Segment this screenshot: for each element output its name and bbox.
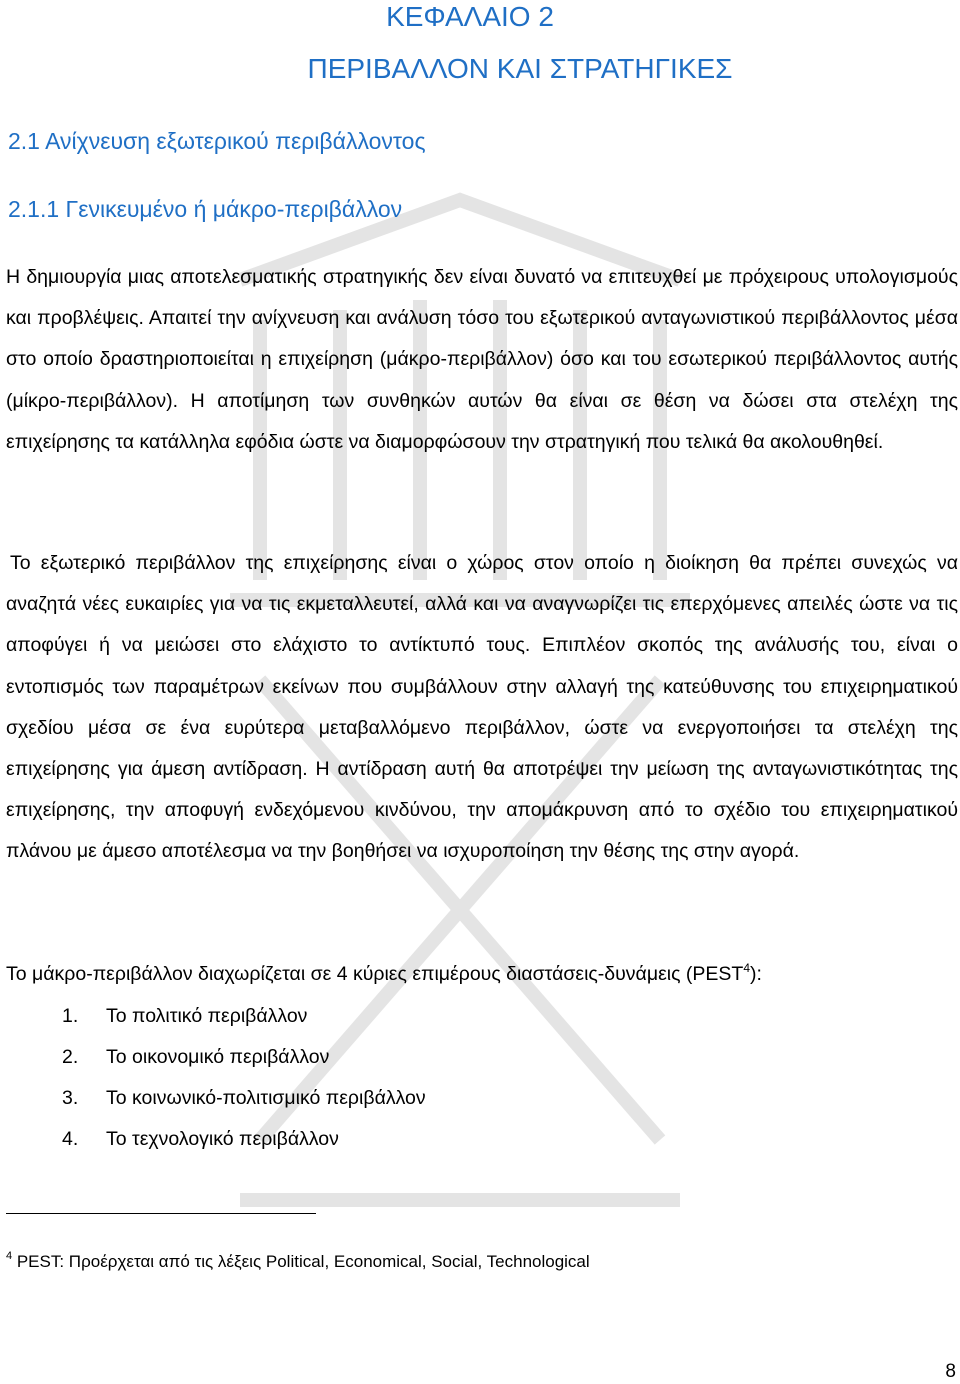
- list-item: [62, 996, 426, 1037]
- list-item-number: 3.: [62, 1087, 79, 1109]
- footnote-marker: 4: [6, 1250, 13, 1262]
- footnote-reference[interactable]: 4: [743, 961, 751, 975]
- list-item-number: 1.: [62, 1005, 79, 1027]
- chapter-label: ΚΕΦΑΛΑΙΟ 2: [386, 1, 554, 32]
- list-item-number: 2.: [62, 1046, 79, 1068]
- footnote-text: PEST: Προέρχεται από τις λέξεις Political, Economical, Social, Technological: [12, 1252, 590, 1271]
- list-item-text: Το οικονομικό περιβάλλον: [106, 1046, 330, 1068]
- footnote-divider: [6, 1213, 316, 1214]
- list-item-text: Το πολιτικό περιβάλλον: [106, 1005, 308, 1027]
- footnote: [6, 1250, 590, 1274]
- paragraph-pest: [6, 954, 958, 995]
- list-item: [62, 1078, 426, 1119]
- subsection-heading: 2.1.1 Γενικευμένο ή μάκρο-περιβάλλον: [8, 196, 403, 222]
- list-item: [62, 1119, 426, 1160]
- section-heading: 2.1 Ανίχνευση εξωτερικού περιβάλλοντος: [8, 128, 426, 154]
- paragraph-intro: Η δημιουργία μιας αποτελεσματικής στρατηγικής δεν είναι δυνατό να επιτευχθεί με πρόχειρους υπολογισμούς και προβλέψεις. Απαιτεί την ανίχνευση και ανάλυση τόσο του εξωτερικού ανταγωνιστικού περιβάλλοντος μέσα στο οποίο δραστηριοποιείται η επιχείρηση (μάκρο-περιβάλλον) όσο και του εσωτερικού περιβάλλοντος αυτής (μίκρο-περιβάλλον). Η αποτίμηση των συνθηκών αυτών θα είναι σε θέση να δώσει στα στελέχη της επιχείρησης τα κατάλληλα εφόδια ώστε να διαμορφώσουν την στρατηγική που τελικά θα ακολουθηθεί.: [6, 266, 958, 453]
- paragraph-pest-end: ):: [750, 963, 762, 985]
- list-item: [62, 1037, 426, 1078]
- paragraph-external-environment: Το εξωτερικό περιβάλλον της επιχείρησης είναι ο χώρος στον οποίο η διοίκηση θα πρέπει συνεχώς να αναζητά νέες ευκαιρίες για να τις εκμεταλλευτεί, αλλά και να αναγνωρίζει τις επερχόμενες απειλές ώστε να τις αποφύγει ή να μειώσει στο ελάχιστο το αντίκτυπό τους. Επιπλέον σκοπός της ανάλυσής του, είναι ο εντοπισμός των παραμέτρων εκείνων που συμβάλλουν στην αλλαγή της κατεύθυνσης του επιχειρηματικού σχεδίου μέσα σε ένα ευρύτερα μεταβαλλόμενο περιβάλλον, ώστε να ενεργοποιήσει τα στελέχη της επιχείρησης για άμεση αντίδραση. Η αντίδραση αυτή θα αποτρέψει την μείωση της ανταγωνιστικότητας της επιχείρησης, την αποφυγή ενδεχόμενου κινδύνου, την απομάκρυνση από το σχέδιο του επιχειρηματικού πλάνου με άμεσο αποτέλεσμα να την βοηθήσει να ισχυροποίηση την θέσης της στην αγορά.: [6, 552, 958, 863]
- list-item-text: Το κοινωνικό-πολιτισμικό περιβάλλον: [106, 1087, 426, 1109]
- list-item-text: Το τεχνολογικό περιβάλλον: [106, 1128, 339, 1150]
- list-item-number: 4.: [62, 1128, 79, 1150]
- pest-list: [62, 996, 426, 1160]
- paragraph-pest-text: Το μάκρο-περιβάλλον διαχωρίζεται σε 4 κύριες επιμέρους διαστάσεις-δυνάμεις (PEST: [6, 963, 744, 985]
- chapter-title: ΠΕΡΙΒΑΛΛΟΝ ΚΑΙ ΣΤΡΑΤΗΓΙΚΕΣ: [307, 53, 733, 84]
- page-number: 8: [945, 1361, 956, 1382]
